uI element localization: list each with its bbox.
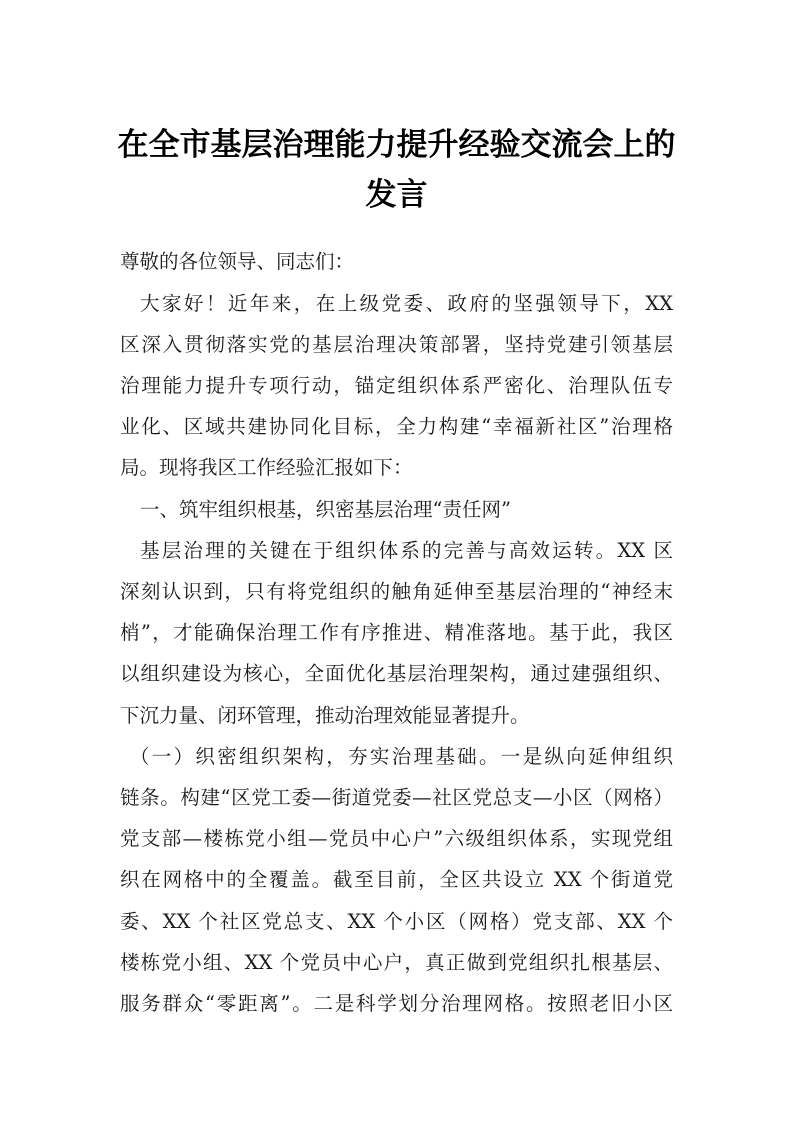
document-title-line-1: 在全市基层治理能力提升经验交流会上的 [117,127,676,163]
document-title-line-2: 发言 [365,177,428,213]
body-line: 梢”，才能确保治理工作有序推进、精准落地。基于此，我区 [120,621,673,644]
body-line: 服务群众“零距离”。二是科学划分治理网格。按照老旧小区 [120,992,673,1015]
body-line: 楼栋党小组、XX 个党员中心户，真正做到党组织扎根基层、 [120,951,673,974]
body-line: 业化、区域共建协同化目标，全力构建“幸福新社区”治理格 [120,415,673,438]
body-line: 基层治理的关键在于组织体系的完善与高效运转。XX 区 [140,539,673,562]
subsection-line: （一）织密组织架构，夯实治理基础。一是纵向延伸组织 [130,745,673,768]
body-line: 治理能力提升专项行动，锚定组织体系严密化、治理队伍专 [120,374,673,397]
body-line: 局。现将我区工作经验汇报如下： [120,456,413,479]
salutation: 尊敬的各位领导、同志们： [120,250,355,273]
body-line: 委、XX 个社区党总支、XX 个小区（网格）党支部、XX 个 [120,910,673,933]
body-line: 链条。构建“区党工委—街道党委—社区党总支—小区（网格） [120,786,673,809]
body-line: 党支部—楼栋党小组—党员中心户”六级组织体系，实现党组 [120,827,673,850]
body-line: 深刻认识到，只有将党组织的触角延伸至基层治理的“神经末 [120,580,673,603]
body-line: 大家好！近年来，在上级党委、政府的坚强领导下，XX [140,292,673,315]
section-heading: 一、筑牢组织根基，织密基层治理“责任网” [140,498,511,521]
body-line: 以组织建设为核心，全面优化基层治理架构，通过建强组织、 [120,662,673,685]
body-line: 下沉力量、闭环管理，推动治理效能显著提升。 [120,704,530,727]
body-line: 区深入贯彻落实党的基层治理决策部署，坚持党建引领基层 [120,333,673,356]
body-line: 织在网格中的全覆盖。截至目前，全区共设立 XX 个街道党 [120,868,673,891]
